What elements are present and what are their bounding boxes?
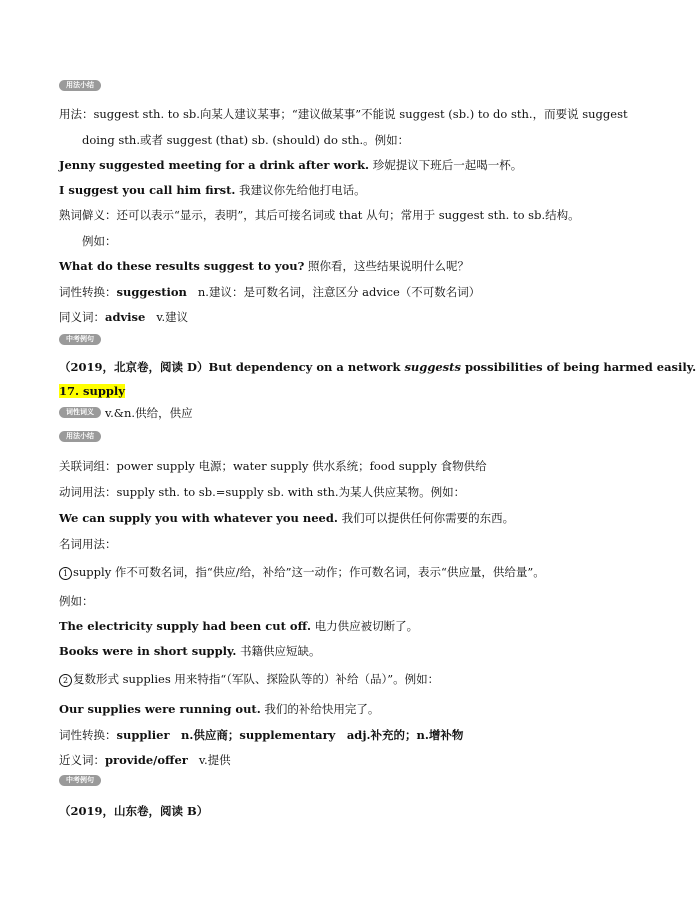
word-meaning-tag: 词性词义 (59, 407, 101, 418)
example-en: We can supply you with whatever you need. (59, 511, 338, 525)
conversion-word: suggestion (116, 285, 187, 299)
exam-example-tag-2: 中考例句 (59, 775, 101, 786)
supply-conversion (59, 727, 463, 743)
supply-example-4 (59, 701, 379, 717)
supply-example-1 (59, 510, 514, 526)
example-en: The electricity supply had been cut off. (59, 619, 312, 633)
suggest-example-3 (59, 258, 469, 274)
supply-near-synonym (59, 752, 231, 768)
supply-heading-text: 17. supply (59, 384, 125, 398)
conversion-rest: n.建议：是可数名词，注意区分 advice（不可数名词） (197, 285, 481, 299)
supply-example-3 (59, 643, 321, 659)
verb-label: 动词用法： (59, 485, 117, 499)
suggest-example-1 (59, 157, 522, 173)
suggest-example-2 (59, 182, 366, 198)
near-label: 近义词： (59, 753, 105, 767)
example-zh: 我建议你先给他打电话。 (239, 183, 366, 197)
noun-point-2-text: 复数形式 supplies 用来特指“（军队、探险队等的）补给（品）”。例如： (73, 672, 440, 686)
supply-example-2 (59, 618, 418, 634)
near-rest: v.提供 (198, 753, 231, 767)
example-zh: 书籍供应短缺。 (240, 644, 321, 658)
exam-suffix: possibilities of being harmed easily. (460, 360, 696, 374)
supply-noun-point-1 (59, 564, 545, 580)
conversion-text: supplier n.供应商；supplementary adj.补充的；n.增补物 (116, 728, 464, 742)
example-en: Our supplies were running out. (59, 702, 261, 716)
supply-collocations (59, 458, 487, 474)
near-word: provide/offer (105, 753, 188, 767)
example-zh: 照你看，这些结果说明什么呢？ (308, 259, 470, 273)
suggest-idiom-line-1: 熟词僻义：还可以表示“显示，表明”，其后可接名词或 that 从句；常用于 suggest sth. to sb.结构。 (59, 208, 580, 222)
example-en: Jenny suggested meeting for a drink after work. (59, 158, 370, 172)
supply-verb-usage (59, 484, 465, 500)
example-en: Books were in short supply. (59, 644, 237, 658)
noun-point-1-text: supply 作不可数名词，指“供应/给，补给”这一动作；作可数名词，表示“供应量，供给量”。 (73, 565, 545, 579)
verb-text: supply sth. to sb.=supply sb. with sth.为某人供应某物。例如： (116, 485, 466, 499)
suggest-synonym (59, 309, 188, 325)
supply-meaning: v.&n.供给，供应 (105, 406, 193, 420)
collocation-text: power supply 电源；water supply 供水系统；food supply 食物供给 (116, 459, 487, 473)
usage-summary-tag: 用法小结 (59, 80, 101, 91)
suggest-conversion (59, 284, 480, 300)
circled-number-2-icon: 2 (59, 674, 72, 687)
example-zh: 我们可以提供任何你需要的东西。 (341, 511, 515, 525)
suggest-usage-line-2: doing sth.或者 suggest (that) sb. (should) do sth.。例如： (82, 133, 410, 147)
usage-summary-tag-2: 用法小结 (59, 431, 101, 442)
conversion-label: 词性转换： (59, 728, 117, 742)
supply-noun-example-label: 例如： (59, 594, 94, 608)
supply-heading (59, 383, 125, 399)
exam-example-tag: 中考例句 (59, 334, 101, 345)
suggest-exam-sentence (59, 359, 696, 375)
suggest-idiom-line-2: 例如： (82, 234, 117, 248)
exam-italic-word: suggests (404, 360, 461, 374)
suggest-usage-line-1: 用法：suggest sth. to sb.向某人建议某事；“建议做某事”不能说 suggest (sb.) to do sth.，而要说 suggest (59, 107, 628, 121)
example-zh: 电力供应被切断了。 (314, 619, 419, 633)
supply-noun-point-2 (59, 671, 439, 687)
exam-prefix: （2019，北京卷，阅读 D）But dependency on a network (59, 360, 405, 374)
synonym-word: advise (105, 310, 146, 324)
collocation-label: 关联词组： (59, 459, 117, 473)
supply-noun-usage-label: 名词用法： (59, 537, 117, 551)
example-en: I suggest you call him first. (59, 183, 236, 197)
synonym-rest: v.建议 (156, 310, 189, 324)
example-zh: 珍妮提议下班后一起喝一杯。 (372, 158, 523, 172)
circled-number-1-icon: 1 (59, 567, 72, 580)
supply-exam-source: （2019，山东卷，阅读 B） (59, 804, 209, 818)
synonym-label: 同义词： (59, 310, 105, 324)
conversion-label: 词性转换： (59, 285, 117, 299)
example-zh: 我们的补给快用完了。 (264, 702, 380, 716)
example-en: What do these results suggest to you? (59, 259, 305, 273)
